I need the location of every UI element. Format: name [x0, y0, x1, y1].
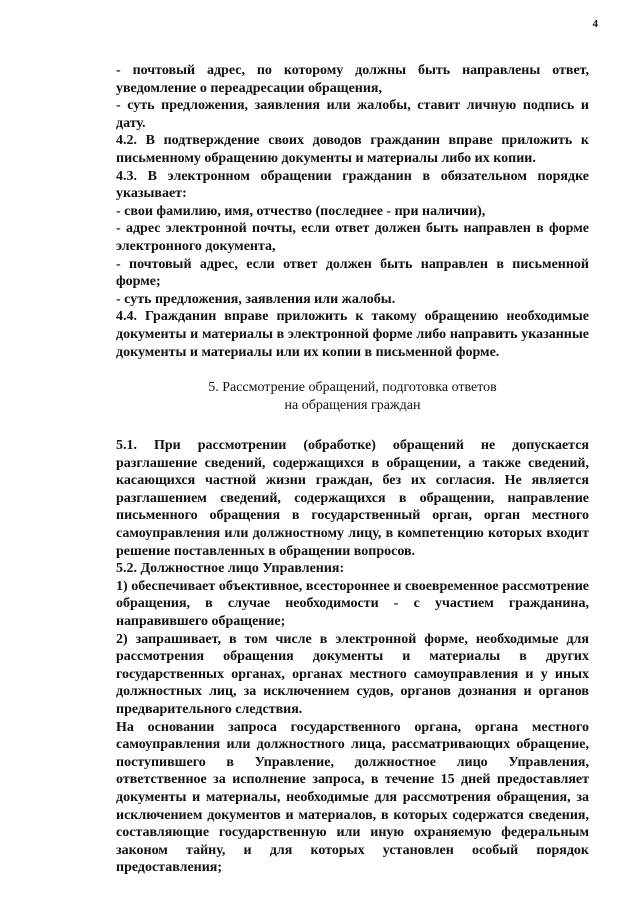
paragraph: - почтовый адрес, по которому должны быть направлены ответ, уведомление о переадресации обращения,	[116, 63, 589, 96]
paragraph: - адрес электронной почты, если ответ должен быть направлен в форме электронного документа,	[116, 221, 589, 254]
document-body	[116, 62, 589, 877]
paragraph: - суть предложения, заявления или жалобы.	[116, 291, 396, 307]
paragraph: 2) запрашивает, в том числе в электронной форме, необходимые для рассмотрения обращения документы и материалы в других государственных органах, органах местного самоуправления и у иных должностных лиц, за исключением судов, органов дознания и органов предварительного следствия.	[116, 631, 589, 717]
section-title-line: на обращения граждан	[284, 398, 421, 414]
paragraph: 4.2. В подтверждение своих доводов гражданин вправе приложить к письменному обращению документы и материалы либо их копии.	[116, 133, 589, 166]
paragraph: - свои фамилию, имя, отчество (последнее - при наличии),	[116, 203, 486, 219]
section-title	[116, 379, 589, 415]
paragraph: 5.2. Должностное лицо Управления:	[116, 561, 345, 577]
paragraph: 4.4. Гражданин вправе приложить к такому обращению необходимые документы и материалы в электронной форме либо направить указанные документы и материалы или их копии в письменной форме.	[116, 309, 589, 360]
page-number: 4	[592, 18, 598, 30]
paragraph: - почтовый адрес, если ответ должен быть направлен в письменной форме;	[116, 256, 589, 290]
paragraph: - суть предложения, заявления или жалобы, ставит личную подпись и дату.	[116, 98, 589, 131]
paragraph: 1) обеспечивает объективное, всестороннее и своевременное рассмотрение обращения, в случае необходимости - с участием гражданина, направившего обращение;	[116, 578, 589, 630]
paragraph: На основании запроса государственного органа, органа местного самоуправления или должностного лица, рассматривающих обращение, поступившего в Управление, должностное лицо Управления, ответственное за исполнение запроса, в течение 15 дней предоставляет документы и материалы, необходимые для рассмотрения обращения, за исключением документов и материалов, в которых содержатся сведения, составляющие государственную или иную охраняемую федеральным законом тайну, и для которых установлен особый порядок предоставления;	[116, 719, 589, 876]
section-title-line: 5. Рассмотрение обращений, подготовка ответов	[208, 380, 497, 396]
paragraph: 4.3. В электронном обращении гражданин в обязательном порядке указывает:	[116, 168, 589, 202]
paragraph: 5.1. При рассмотрении (обработке) обращений не допускается разглашение сведений, содержащихся в обращении, а также сведений, касающихся частной жизни граждан, без их согласия. Не является разглашением сведений, содержащихся в обращении, направление письменного обращения в государственный орган, орган местного самоуправления или должностному лицу, в компетенцию которых входит решение поставленных в обращении вопросов.	[116, 438, 589, 559]
